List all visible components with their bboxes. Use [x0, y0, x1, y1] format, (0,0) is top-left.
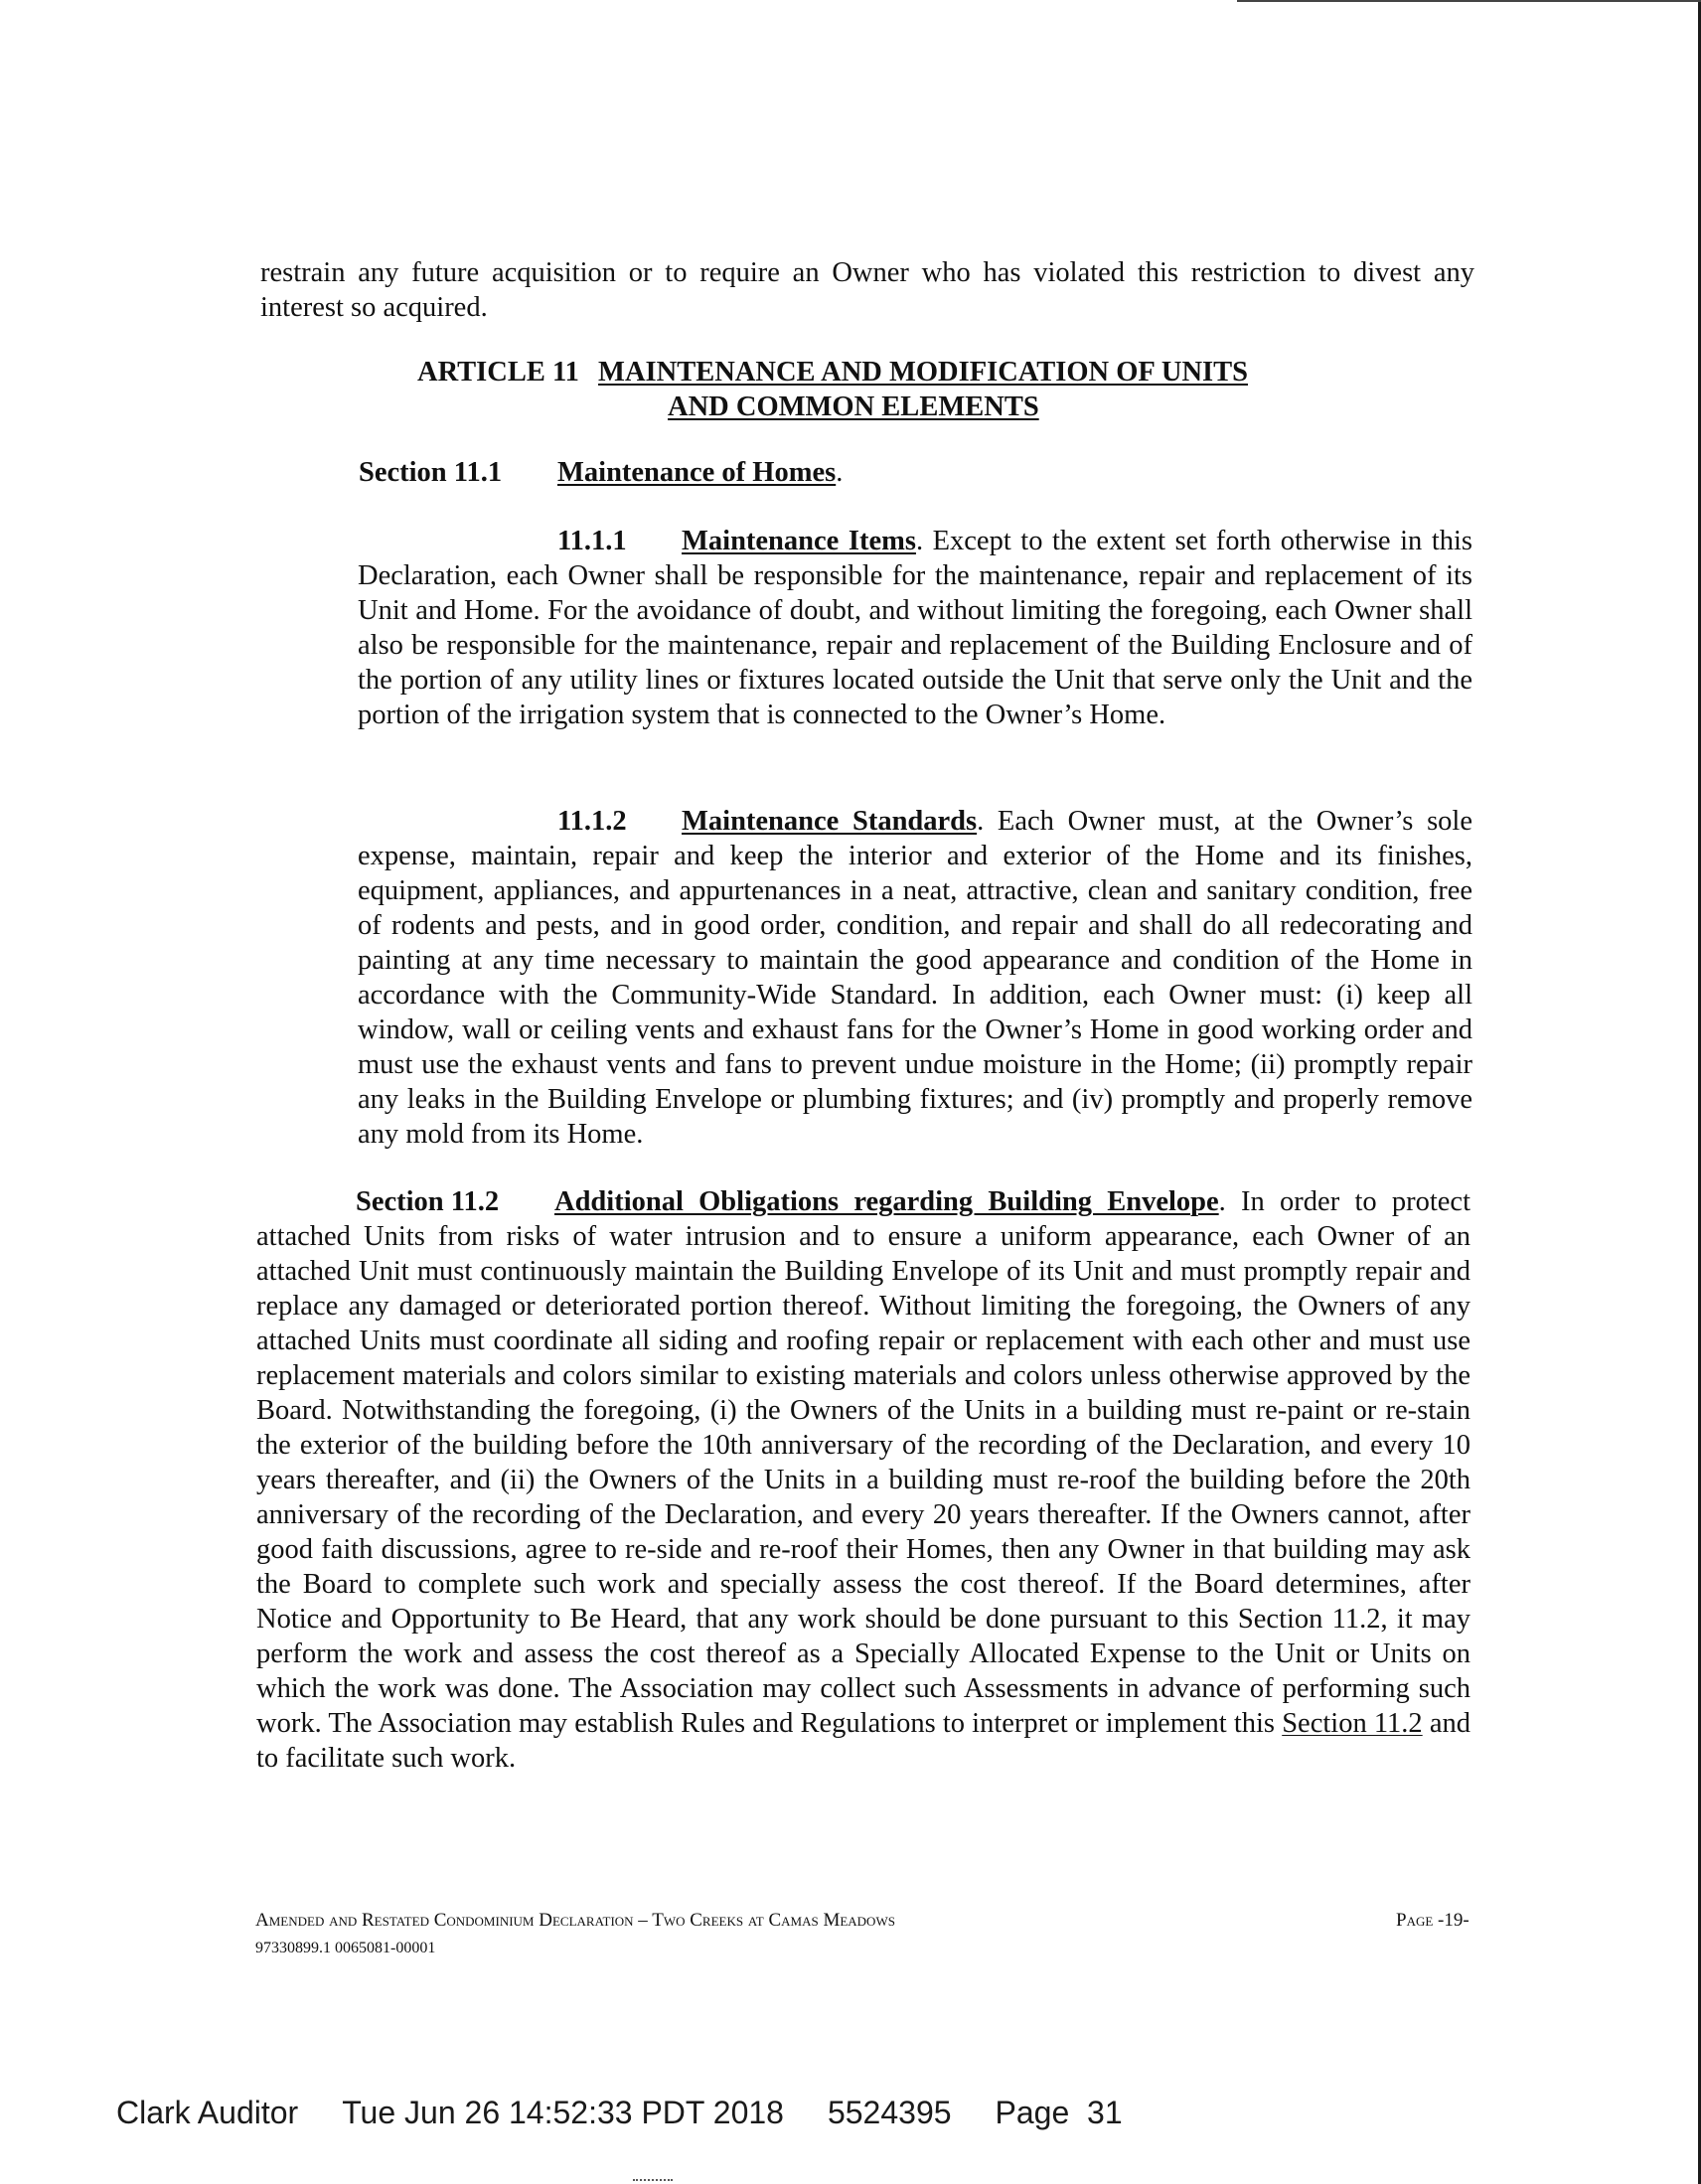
- subsection-11-1-2-body: . Each Owner must, at the Owner’s sole expense, maintain, repair and keep the interior and exterior of the Home and its finishes, equipment, appliances, and appurtenances in a neat, attractive, clean and sanitary condition, free of rodents and pests, and in good order, condition, and repair and shall do all redecorating and painting at any time necessary to maintain the good appearance and condition of the Home in accordance with the Community-Wide Standard. In addition, each Owner must: (i) keep all window, wall or ceiling vents and exhaust fans for the Owner’s Home in good working order and must use the exhaust vents and fans to prevent undue moisture in the Home; (ii) promptly repair any leaks in the Building Envelope or plumbing fixtures; and (iv) promptly and properly remove any mold from its Home.: [358, 806, 1472, 1150]
- article-label: ARTICLE 11: [417, 357, 579, 388]
- section-11-2-title: Additional Obligations regarding Building Envelope: [554, 1186, 1219, 1217]
- subsection-11-1-1-title: Maintenance Items: [682, 526, 916, 556]
- footer-page-number: Page -19-: [1396, 1910, 1469, 1931]
- section-11-2-reference: Section 11.2: [1282, 1708, 1423, 1739]
- scan-mark: [633, 2179, 673, 2183]
- subsection-11-1-2-title: Maintenance Standards: [682, 806, 978, 837]
- subsection-11-1-1-number: 11.1.1: [557, 526, 627, 556]
- intro-text: restrain any future acquisition or to require an Owner who has violated this restriction to divest any interest so acquired.: [260, 257, 1474, 323]
- recording-stamp: [116, 2095, 1166, 2131]
- scan-edge-top: [1237, 0, 1701, 2]
- article-title-line1: MAINTENANCE AND MODIFICATION OF UNITS: [598, 357, 1249, 388]
- section-11-2: [256, 1184, 1470, 1776]
- footer-document-title: Amended and Restated Condominium Declaration – Two Creeks at Camas Meadows: [255, 1910, 895, 1931]
- section-11-2-body: . In order to protect attached Units from risks of water intrusion and to ensure a uniform appearance, each Owner of an attached Unit must continuously maintain the Building Envelope of its Unit and must promptly repair and replace any damaged or deteriorated portion thereof. Without limiting the foregoing, the Owners of any attached Units must coordinate all siding and roofing repair or replacement with each other and must use replacement materials and colors similar to existing materials and colors unless otherwise approved by the Board. Notwithstanding the foregoing, (i) the Owners of the Units in a building must re-paint or re-stain the exterior of the building before the 10th anniversary of the recording of the Declaration, and every 10 years thereafter, and (ii) the Owners of the Units in a building must re-roof the building before the 20th anniversary of the recording of the Declaration, and every 20 years thereafter. If the Owners cannot, after good faith discussions, agree to re-side and re-roof their Homes, then any Owner in that building may ask the Board to complete such work and specially assess the cost thereof. If the Board determines, after Notice and Opportunity to Be Heard, that any work should be done pursuant to this Section 11.2, it may perform the work and assess the cost thereof as a Specially Allocated Expense to the Unit or Units on which the work was done. The Association may collect such Assessments in advance of performing such work. The Association may establish Rules and Regulations to interpret or implement this: [256, 1186, 1470, 1739]
- subsection-11-1-1-body: . Except to the extent set forth otherwise in this Declaration, each Owner shall be responsible for the maintenance, repair and replacement of its Unit and Home. For the avoidance of doubt, and without limiting the foregoing, each Owner shall also be responsible for the maintenance, repair and replacement of the Building Enclosure and of the portion of any utility lines or fixtures located outside the Unit that serve only the Unit and the portion of the irrigation system that is connected to the Owner’s Home.: [358, 526, 1473, 730]
- stamp-datetime: Tue Jun 26 14:52:33 PDT 2018: [342, 2095, 784, 2130]
- section-11-1-title: Maintenance of Homes: [557, 457, 837, 488]
- section-11-2-tail: and to facilitate such work.: [256, 1708, 1471, 1774]
- section-11-1-number: Section 11.1: [359, 457, 503, 488]
- subsection-11-1-2: [358, 804, 1472, 1152]
- section-11-2-number: Section 11.2: [356, 1186, 500, 1217]
- section-11-1-period: .: [836, 457, 844, 488]
- stamp-office: Clark Auditor: [116, 2095, 299, 2130]
- intro-paragraph: [260, 255, 1474, 325]
- stamp-page: Page 31: [995, 2095, 1123, 2130]
- article-title-line2: AND COMMON ELEMENTS: [668, 391, 1039, 422]
- article-heading: [260, 355, 1474, 424]
- stamp-instrument-number: 5524395: [827, 2095, 952, 2130]
- subsection-11-1-2-number: 11.1.2: [557, 806, 627, 837]
- subsection-11-1-1: [358, 524, 1472, 732]
- section-11-1-heading: [359, 455, 1253, 490]
- footer-document-id: 97330899.1 0065081-00001: [255, 1940, 436, 1956]
